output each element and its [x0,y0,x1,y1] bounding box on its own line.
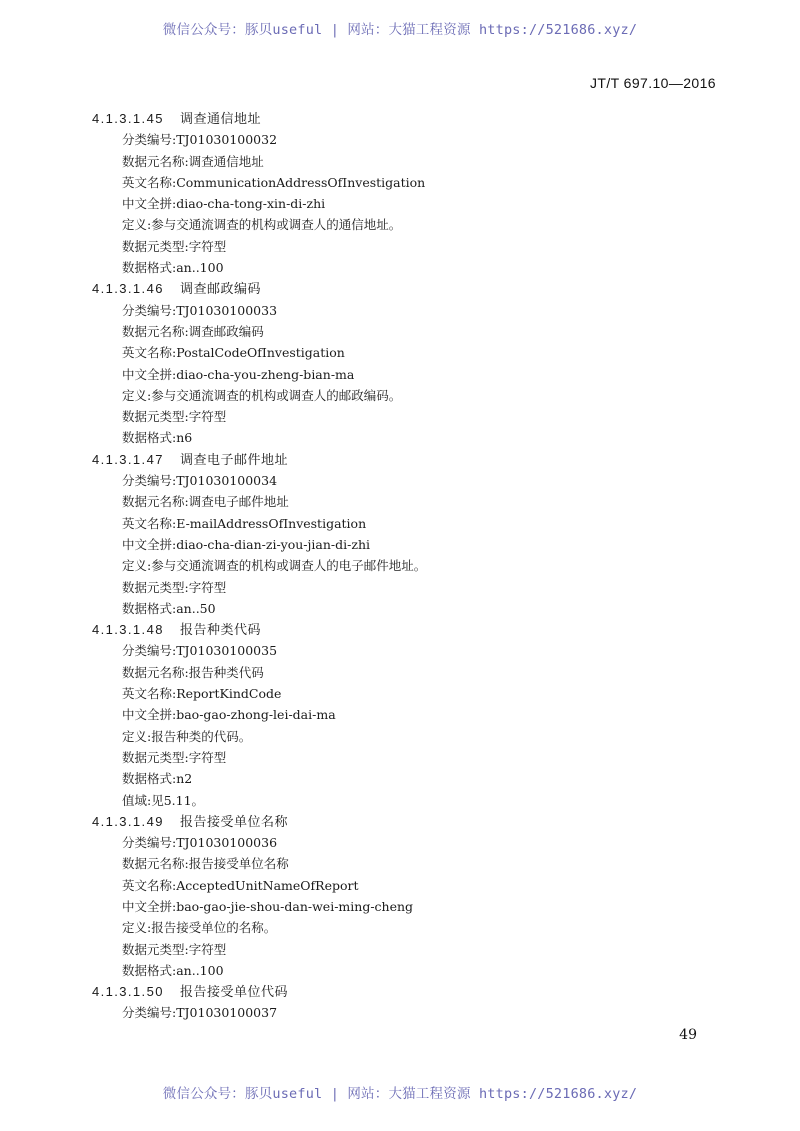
watermark-bottom: 微信公众号：豚贝useful | 网站：大猫工程资源 https://521686.xyz/ [162,1086,638,1102]
field-line: 英文名称:ReportKindCode [122,686,282,702]
field-line: 英文名称:PostalCodeOfInvestigation [122,345,345,361]
field-line: 数据元类型:字符型 [122,409,227,425]
field-line: 定义:报告种类的代码。 [122,728,252,744]
field-line: 中文全拼:diao-cha-dian-zi-you-jian-di-zhi [122,536,370,552]
field-line: 数据元类型:字符型 [122,941,227,957]
data-element-section [0,278,800,448]
field-line: 定义:参与交通流调查的机构或调查人的通信地址。 [122,217,402,233]
data-element-section [0,981,800,1024]
section-title: 报告接受单位名称 [180,814,289,830]
field-line: 英文名称:AcceptedUnitNameOfReport [122,877,359,893]
field-line: 分类编号:TJ01030100032 [122,132,278,148]
field-line: 中文全拼:diao-cha-tong-xin-di-zhi [122,196,326,212]
field-line: 定义:参与交通流调查的机构或调查人的邮政编码。 [122,387,402,403]
data-element-section [0,619,800,811]
section-title: 调查电子邮件地址 [180,452,289,468]
section-number: 4.1.3.1.47 [92,451,164,467]
field-line: 数据元类型:字符型 [122,579,227,595]
field-line: 分类编号:TJ01030100037 [122,1005,278,1021]
field-line: 分类编号:TJ01030100035 [122,643,278,659]
section-heading [0,619,800,640]
field-line: 定义:参与交通流调查的机构或调查人的电子邮件地址。 [122,558,427,574]
field-line: 数据元名称:调查通信地址 [122,153,264,169]
document-body [0,108,800,1024]
field-line: 分类编号:TJ01030100033 [122,302,278,318]
field-line: 定义:报告接受单位的名称。 [122,920,277,936]
section-title: 调查通信地址 [180,112,262,127]
field-line: 数据格式:an..50 [122,600,216,616]
field-line: 分类编号:TJ01030100034 [122,473,278,489]
field-line: 数据元名称:调查邮政编码 [122,323,264,339]
field-line: 数据元类型:字符型 [122,749,227,765]
section-number: 4.1.3.1.49 [92,813,164,829]
field-line: 数据元名称:调查电子邮件地址 [122,494,289,510]
field-line: 数据格式:n2 [122,771,193,787]
section-number: 4.1.3.1.48 [92,622,164,638]
field-line: 数据元名称:报告接受单位名称 [122,856,289,872]
field-line: 英文名称:CommunicationAddressOfInvestigation [122,174,426,190]
section-heading [0,981,800,1002]
section-number: 4.1.3.1.46 [92,281,164,297]
field-line: 中文全拼:bao-gao-jie-shou-dan-wei-ming-cheng [122,898,414,914]
section-heading [0,108,800,129]
field-line: 中文全拼:diao-cha-you-zheng-bian-ma [122,366,355,382]
section-title: 报告种类代码 [180,623,262,639]
watermark-top: 微信公众号：豚贝useful | 网站：大猫工程资源 https://521686.xyz/ [162,22,638,38]
section-heading [0,811,800,832]
section-number: 4.1.3.1.45 [92,111,164,126]
field-line: 分类编号:TJ01030100036 [122,835,278,851]
field-line: 数据元类型:字符型 [122,238,227,254]
field-line: 英文名称:E-mailAddressOfInvestigation [122,515,367,531]
data-element-section [0,811,800,981]
page-number: 49 [679,1027,697,1043]
field-line: 值域:见5.11。 [122,792,205,808]
section-heading [0,449,800,470]
data-element-section [0,108,800,278]
field-line: 中文全拼:bao-gao-zhong-lei-dai-ma [122,707,336,723]
field-line: 数据格式:n6 [122,430,193,446]
section-heading [0,278,800,299]
section-number: 4.1.3.1.50 [92,984,164,1000]
section-title: 调查邮政编码 [180,282,262,298]
data-element-section [0,449,800,619]
field-line: 数据格式:an..100 [122,260,224,276]
standard-code: JT/T 697.10—2016 [590,75,716,91]
field-line: 数据元名称:报告种类代码 [122,664,264,680]
section-title: 报告接受单位代码 [180,985,289,1001]
field-line: 数据格式:an..100 [122,962,224,978]
